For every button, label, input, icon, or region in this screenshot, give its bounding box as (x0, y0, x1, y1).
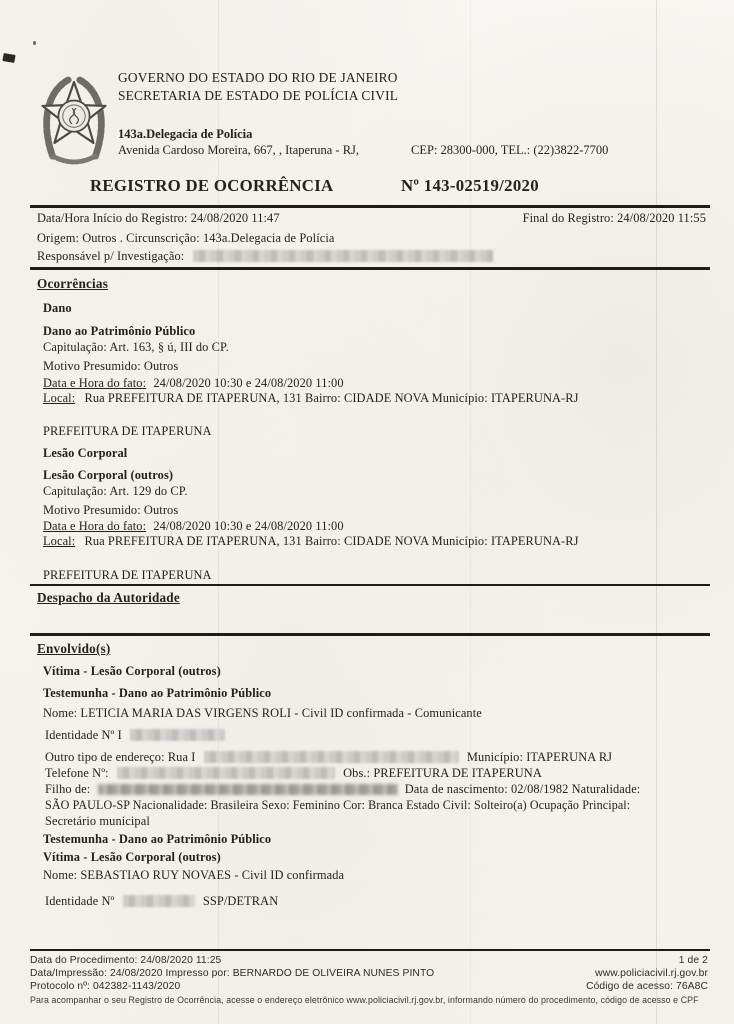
access-code: Código de acesso: 76A8C (586, 981, 708, 992)
involved-phone-row (45, 766, 706, 781)
occurrence-nature: Dano (43, 301, 72, 315)
header-org-block (118, 69, 398, 105)
redaction-box (123, 895, 195, 907)
investigator-label: Responsável p/ Investigação: (37, 249, 185, 263)
procedure-date: Data do Procedimento: 24/08/2020 11:25 (30, 955, 222, 966)
phone-obs: Obs.: PREFEITURA DE ITAPERUNA (343, 766, 542, 780)
occurrence-motive: Motivo Presumido: Outros (43, 359, 179, 373)
involved-role: Vítima - Lesão Corporal (outros) (43, 850, 221, 864)
secretariat-name: SECRETARIA DE ESTADO DE POLÍCIA CIVIL (118, 88, 399, 103)
involved-filiation-row (45, 782, 706, 797)
precinct-contact: CEP: 28300-000, TEL.: (22)3822-7700 (411, 143, 609, 157)
address-city: Município: ITAPERUNA RJ (466, 750, 613, 764)
scan-smudge-mark (2, 53, 15, 63)
occurrence-motive: Motivo Presumido: Outros (43, 503, 179, 517)
occurrence-local: Rua PREFEITURA DE ITAPERUNA, 131 Bairro: CIDADE NOVA Município: ITAPERUNA-RJ (84, 534, 579, 548)
identity-label: Identidade Nº I (45, 728, 122, 742)
registry-origin: Origem: Outros . Circunscrição: 143a.Delegacia de Polícia (37, 231, 335, 245)
section-occurrences-heading: Ocorrências (37, 276, 109, 291)
involved-identity-row (45, 728, 706, 743)
occurrence-related-party: PREFEITURA DE ITAPERUNA (43, 424, 212, 438)
section-dispatch-heading: Despacho da Autoridade (37, 590, 180, 605)
occurrence-local-label: Local: (43, 534, 76, 548)
filiation-label: Filho de: (45, 782, 91, 796)
page-indicator: 1 de 2 (678, 955, 708, 966)
redaction-box (204, 751, 459, 763)
precinct-address: Avenida Cardoso Moreira, 667, , Itaperuna - RJ, (118, 143, 360, 157)
registry-start: Data/Hora Início do Registro: 24/08/2020 11:47 (37, 211, 280, 225)
occurrence-datetime-row (43, 376, 706, 391)
occurrence-local-row (43, 391, 706, 406)
occurrence-capitulation: Capitulação: Art. 129 do CP. (43, 484, 188, 498)
occurrence-datetime-label: Data e Hora do fato: (43, 376, 147, 390)
occurrence-capitulation: Capitulação: Art. 163, § ú, III do CP. (43, 340, 229, 354)
occurrence-datetime-row (43, 519, 706, 534)
footer-row-3 (30, 980, 708, 993)
precinct-name: 143a.Delegacia de Polícia (118, 127, 253, 141)
divider (30, 949, 710, 951)
government-name: GOVERNO DO ESTADO DO RIO DE JANEIRO (118, 70, 398, 85)
redaction-box (130, 729, 225, 741)
footer-fine-print: Para acompanhar o seu Registro de Ocorrência, acesse o endereço eletrônico www.policiacivil.rj.gov.br, informando número do procedimento, código de acesso e CPF (30, 995, 699, 1005)
occurrence-local: Rua PREFEITURA DE ITAPERUNA, 131 Bairro: CIDADE NOVA Município: ITAPERUNA-RJ (84, 391, 579, 405)
redaction-box (117, 767, 335, 779)
divider (30, 633, 710, 636)
involved-role: Testemunha - Dano ao Patrimônio Público (43, 686, 272, 700)
address-label: Outro tipo de endereço: Rua I (45, 750, 196, 764)
header-unit-block (118, 126, 608, 158)
website-text: www.policiacivil.rj.gov.br (595, 968, 708, 979)
occurrence-nature: Lesão Corporal (43, 446, 128, 460)
scan-dot-mark (33, 41, 36, 45)
occurrence-number: Nº 143-02519/2020 (401, 176, 539, 195)
print-info: Data/Impressão: 24/08/2020 Impresso por: BERNARDO DE OLIVEIRA NUNES PINTO (30, 968, 435, 979)
involved-address-row (45, 750, 706, 765)
occurrence-related-party: PREFEITURA DE ITAPERUNA (43, 568, 212, 582)
occurrence-datetime-label: Data e Hora do fato: (43, 519, 147, 533)
registry-times-row (37, 211, 706, 226)
identity-label: Identidade Nº (45, 894, 115, 908)
involved-identity-row (45, 894, 706, 909)
phone-label: Telefone Nº: (45, 766, 109, 780)
birth-info: Data de nascimento: 02/08/1982 Naturalidade: (404, 782, 641, 796)
occurrence-local-row (43, 534, 706, 549)
involved-occupation: Secretário municipal (45, 814, 150, 828)
divider (30, 205, 710, 208)
redaction-box (193, 250, 493, 262)
identity-org: SSP/DETRAN (202, 894, 279, 908)
footer-row-1 (30, 954, 708, 967)
involved-role: Testemunha - Dano ao Patrimônio Público (43, 832, 272, 846)
redaction-box (98, 784, 398, 795)
involved-name: Nome: SEBASTIAO RUY NOVAES - Civil ID confirmada (43, 868, 345, 882)
involved-role: Vítima - Lesão Corporal (outros) (43, 664, 221, 678)
footer-row-2 (30, 967, 708, 980)
divider (30, 267, 710, 270)
involved-name: Nome: LETICIA MARIA DAS VIRGENS ROLI - Civil ID confirmada - Comunicante (43, 706, 482, 720)
occurrence-datetime: 24/08/2020 10:30 e 24/08/2020 11:00 (153, 376, 344, 390)
precinct-address-line (118, 142, 608, 158)
divider (30, 584, 710, 586)
involved-details: SÃO PAULO-SP Nacionalidade: Brasileira Sexo: Feminino Cor: Branca Estado Civil: Solteiro(a) Ocupação Principal: (45, 798, 631, 812)
protocol-number: Protocolo nº: 042382-1143/2020 (30, 981, 181, 992)
section-involved-heading: Envolvido(s) (37, 641, 111, 656)
occurrence-title: Dano ao Patrimônio Público (43, 324, 196, 338)
occurrence-datetime: 24/08/2020 10:30 e 24/08/2020 11:00 (153, 519, 344, 533)
investigator-row (37, 249, 706, 264)
document-title: REGISTRO DE OCORRÊNCIA (90, 176, 333, 195)
state-coat-of-arms-icon (35, 67, 113, 175)
document-title-row (90, 176, 539, 196)
occurrence-title: Lesão Corporal (outros) (43, 468, 174, 482)
registry-end: Final do Registro: 24/08/2020 11:55 (522, 211, 706, 225)
occurrence-local-label: Local: (43, 391, 76, 405)
